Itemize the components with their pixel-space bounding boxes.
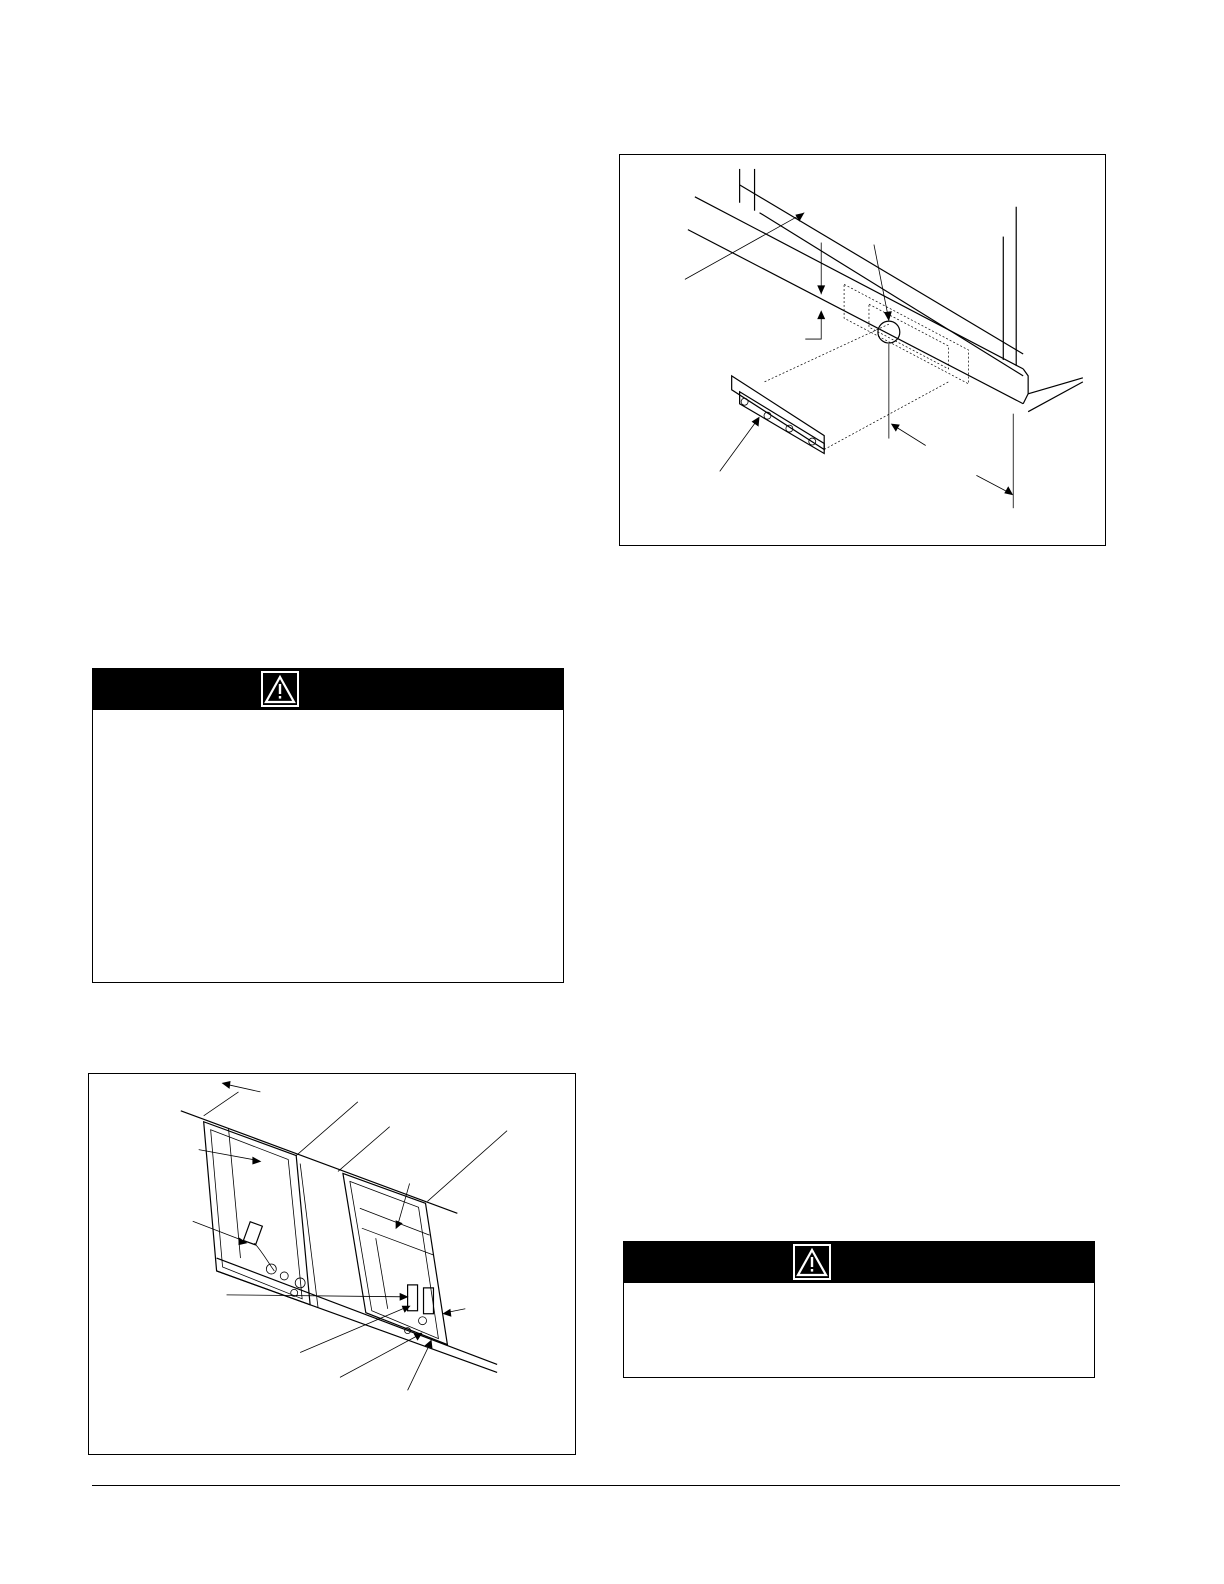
electrical-access-panel-diagram: [89, 1074, 575, 1454]
footer-rule: [92, 1485, 1120, 1486]
warning-header: [624, 1242, 1094, 1283]
warning-triangle-icon: [261, 671, 299, 707]
warning-box-left: [92, 668, 564, 983]
figure-rail-bracket: [619, 154, 1106, 546]
warning-box-right: [623, 1241, 1095, 1378]
rail-bracket-installation-diagram: [620, 155, 1105, 545]
warning-triangle-icon: [793, 1244, 831, 1280]
figure-electrical-panel: [88, 1073, 576, 1455]
warning-header: [93, 669, 563, 710]
